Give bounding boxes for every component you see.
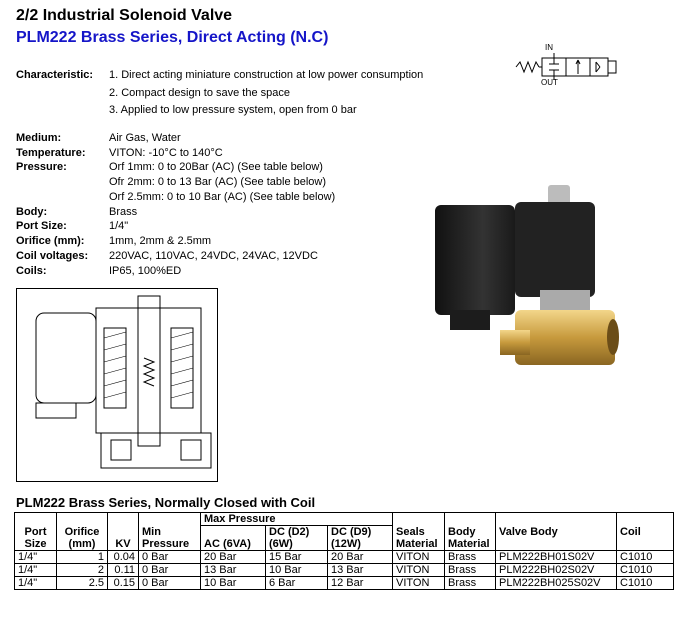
table-cell: Brass <box>445 564 496 577</box>
table-cell: VITON <box>393 551 445 564</box>
table-cell: PLM222BH025S02V <box>496 577 617 590</box>
table-cell: 0.11 <box>108 564 139 577</box>
spec-value: IP65, 100%ED <box>109 265 182 277</box>
table-cell: Brass <box>445 577 496 590</box>
table-cell: C1010 <box>617 564 674 577</box>
spec-label: Pressure: <box>16 161 67 173</box>
table-title: PLM222 Brass Series, Normally Closed with Coil <box>16 495 316 510</box>
spec-label: Coil voltages: <box>16 250 89 262</box>
table-cell: Brass <box>445 551 496 564</box>
table-cell: VITON <box>393 564 445 577</box>
table-cell: 0.15 <box>108 577 139 590</box>
spec-value: 220VAC, 110VAC, 24VDC, 24VAC, 12VDC <box>109 250 318 262</box>
col-header-seals: Seals Material <box>393 513 445 551</box>
spec-label: Port Size: <box>16 220 67 232</box>
table-cell: 12 Bar <box>328 577 393 590</box>
spec-label: Body: <box>16 206 48 218</box>
col-header-orifice: Orifice (mm) <box>57 513 108 551</box>
table-cell: PLM222BH02S02V <box>496 564 617 577</box>
table-cell: 13 Bar <box>201 564 266 577</box>
page-title: 2/2 Industrial Solenoid Valve <box>16 7 233 24</box>
table-cell: 0.04 <box>108 551 139 564</box>
spec-value: Brass <box>109 206 138 218</box>
table-cell: 1/4" <box>15 551 57 564</box>
col-header-ac: AC (6VA) <box>201 526 266 551</box>
table-cell: 1/4" <box>15 564 57 577</box>
characteristic-item: 3. Applied to low pressure system, open from 0 bar <box>109 104 357 116</box>
valve-schematic-icon <box>510 40 630 90</box>
table-cell: 15 Bar <box>266 551 328 564</box>
col-header-kv: KV <box>108 513 139 551</box>
spec-value: VITON: -10°C to 140°C <box>109 147 223 159</box>
table-cell: 0 Bar <box>139 564 201 577</box>
table-cell: 10 Bar <box>266 564 328 577</box>
spec-label: Orifice (mm): <box>16 235 85 247</box>
product-photo <box>425 180 625 380</box>
spec-value: Orf 1mm: 0 to 20Bar (AC) (See table below) <box>109 161 323 173</box>
table-cell: 20 Bar <box>201 551 266 564</box>
cross-section-drawing <box>16 288 218 482</box>
table-cell: 6 Bar <box>266 577 328 590</box>
table-cell: PLM222BH01S02V <box>496 551 617 564</box>
table-row <box>15 577 674 590</box>
symbol-in-label: IN <box>545 43 553 52</box>
table-cell: 1/4" <box>15 577 57 590</box>
table-cell: 13 Bar <box>328 564 393 577</box>
col-header-valve-body: Valve Body <box>496 513 617 551</box>
symbol-out-label: OUT <box>541 78 558 87</box>
col-header-coil: Coil <box>617 513 674 551</box>
spec-value: Air Gas, Water <box>109 132 181 144</box>
spec-label: Medium: <box>16 132 62 144</box>
characteristic-label: Characteristic: <box>16 69 94 81</box>
table-cell: 2.5 <box>57 577 108 590</box>
col-header-max-pressure: Max Pressure <box>201 513 393 526</box>
spec-label: Coils: <box>16 265 47 277</box>
spec-value: 1mm, 2mm & 2.5mm <box>109 235 212 247</box>
table-row <box>15 551 674 564</box>
col-header-port-size: Port Size <box>15 513 57 551</box>
table-cell: C1010 <box>617 577 674 590</box>
spec-value: Ofr 2mm: 0 to 13 Bar (AC) (See table below) <box>109 176 327 188</box>
table-cell: VITON <box>393 577 445 590</box>
table-cell: 2 <box>57 564 108 577</box>
table-cell: C1010 <box>617 551 674 564</box>
valve-symbol <box>510 40 630 90</box>
spec-label: Temperature: <box>16 147 86 159</box>
col-header-body: Body Material <box>445 513 496 551</box>
col-header-min-pressure: Min Pressure <box>139 513 201 551</box>
table-cell: 10 Bar <box>201 577 266 590</box>
table-cell: 20 Bar <box>328 551 393 564</box>
table-cell: 1 <box>57 551 108 564</box>
page-subtitle: PLM222 Brass Series, Direct Acting (N.C) <box>16 29 329 46</box>
col-header-dc-d2: DC (D2)(6W) <box>266 526 328 551</box>
table-row <box>15 564 674 577</box>
spec-value: 1/4" <box>109 220 129 232</box>
characteristic-item: 2. Compact design to save the space <box>109 87 290 99</box>
table-cell: 0 Bar <box>139 551 201 564</box>
col-header-dc-d9: DC (D9)(12W) <box>328 526 393 551</box>
characteristic-item: 1. Direct acting miniature construction at low power consumption <box>109 69 424 81</box>
table-cell: 0 Bar <box>139 577 201 590</box>
spec-value: Orf 2.5mm: 0 to 10 Bar (AC) (See table below) <box>109 191 336 203</box>
spec-table <box>14 512 674 590</box>
